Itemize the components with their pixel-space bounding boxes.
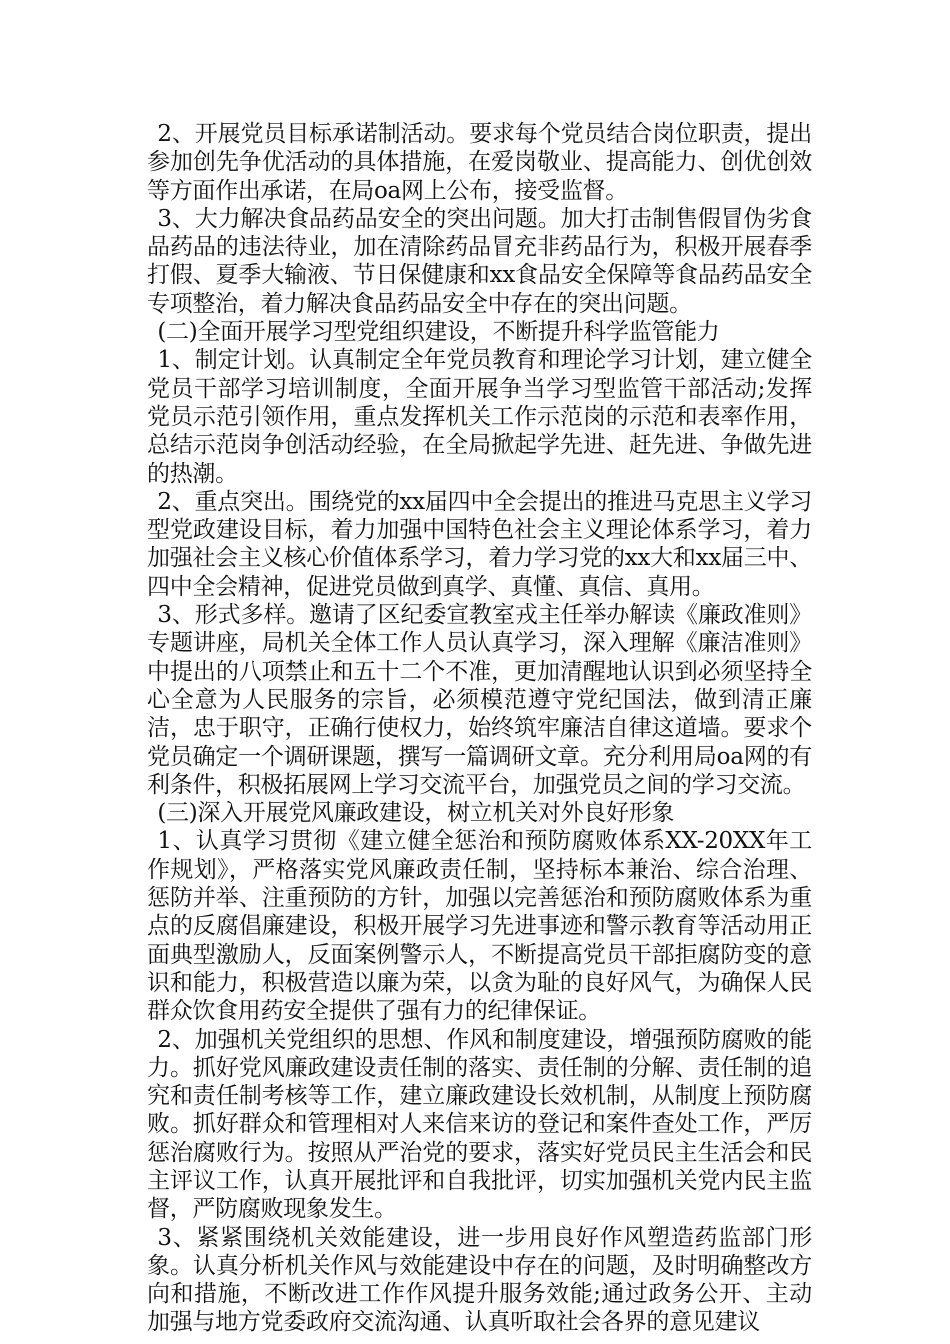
paragraph-3-2-strengthen: 2、加强机关党组织的思想、作风和制度建设，增强预防腐败的能力。抓好党风廉政建设责任制的落实、责任制的分解、责任制的追究和责任制考核等工作，建立廉政建设长效机制，从制度上预防腐败。抓好群众和管理相对人来信来访的登记和案件查处工作，严厉惩治腐败行为。按照从严治党的要求，落实好党员民主生活会和民主评议工作，认真开展批评和自我批评，切实加强机关党内民主监督，严防腐败现象发生。 xyxy=(147,1026,812,1223)
paragraph-2-2-focus: 2、重点突出。围绕党的xx届四中全会提出的推进马克思主义学习型党政建设目标，着力加强中国特色社会主义理论体系学习，着力加强社会主义核心价值体系学习，着力学习党的xx大和xx届三中、四中全会精神，促进党员做到真学、真懂、真信、真用。 xyxy=(147,488,812,600)
paragraph-1-3-food-drug-safety: 3、大力解决食品药品安全的突出问题。加大打击制售假冒伪劣食品药品的违法待业，加在清除药品冒充非药品行为，积极开展春季打假、夏季大输液、节日保健康和xx食品安全保障等食品药品安全专项整治，着力解决食品药品安全中存在的突出问题。 xyxy=(147,205,812,317)
paragraph-1-2-commitment: 2、开展党员目标承诺制活动。要求每个党员结合岗位职责，提出参加创先争优活动的具体措施，在爱岗敬业、提高能力、创优创效等方面作出承诺，在局oa网上公布，接受监督。 xyxy=(147,121,812,204)
paragraph-2-1-plan: 1、制定计划。认真制定全年党员教育和理论学习计划，建立健全党员干部学习培训制度，全面开展争当学习型监管干部活动;发挥党员示范引领作用，重点发挥机关工作示范岗的示范和表率作用，总结示范岗争创活动经验，在全局掀起学先进、赶先进、争做先进的热潮。 xyxy=(147,347,812,487)
section-heading-2: (二)全面开展学习型党组织建设，不断提升科学监管能力 xyxy=(157,319,720,346)
paragraph-3-1-study: 1、认真学习贯彻《建立健全惩治和预防腐败体系XX-20XX年工作规划》，严格落实党风廉政责任制，坚持标本兼治、综合治理、惩防并举、注重预防的方针，加强以完善惩治和预防腐败体系为重点的反腐倡廉建设，积极开展学习先进事迹和警示教育等活动用正面典型激励人，反面案例警示人，不断提高党员干部拒腐防变的意识和能力，积极营造以廉为荣，以贪为耻的良好风气，为确保人民群众饮食用药安全提供了强有力的纪律保证。 xyxy=(147,828,812,1025)
section-heading-3: (三)深入开展党风廉政建设，树立机关对外良好形象 xyxy=(157,800,675,827)
paragraph-3-3-efficiency: 3、紧紧围绕机关效能建设，进一步用良好作风塑造药监部门形象。认真分析机关作风与效能建设中存在的问题，及时明确整改方向和措施，不断改进工作作风提升服务效能;通过政务公开、主动加强与地方党委政府交流沟通、认真听取社会各界的意见建议 xyxy=(147,1224,812,1336)
document-page xyxy=(147,120,812,1337)
paragraph-2-3-forms: 3、形式多样。邀请了区纪委宣教室戎主任举办解读《廉政准则》专题讲座，局机关全体工作人员认真学习，深入理解《廉洁准则》中提出的八项禁止和五十二个不准，更加清醒地认识到必须坚持全心全意为人民服务的宗旨，必须模范遵守党纪国法，做到清正廉洁，忠于职守，正确行使权力，始终筑牢廉洁自律这道墙。要求个党员确定一个调研课题，撰写一篇调研文章。充分利用局oa网的有利条件，积极拓展网上学习交流平台，加强党员之间的学习交流。 xyxy=(147,602,812,798)
